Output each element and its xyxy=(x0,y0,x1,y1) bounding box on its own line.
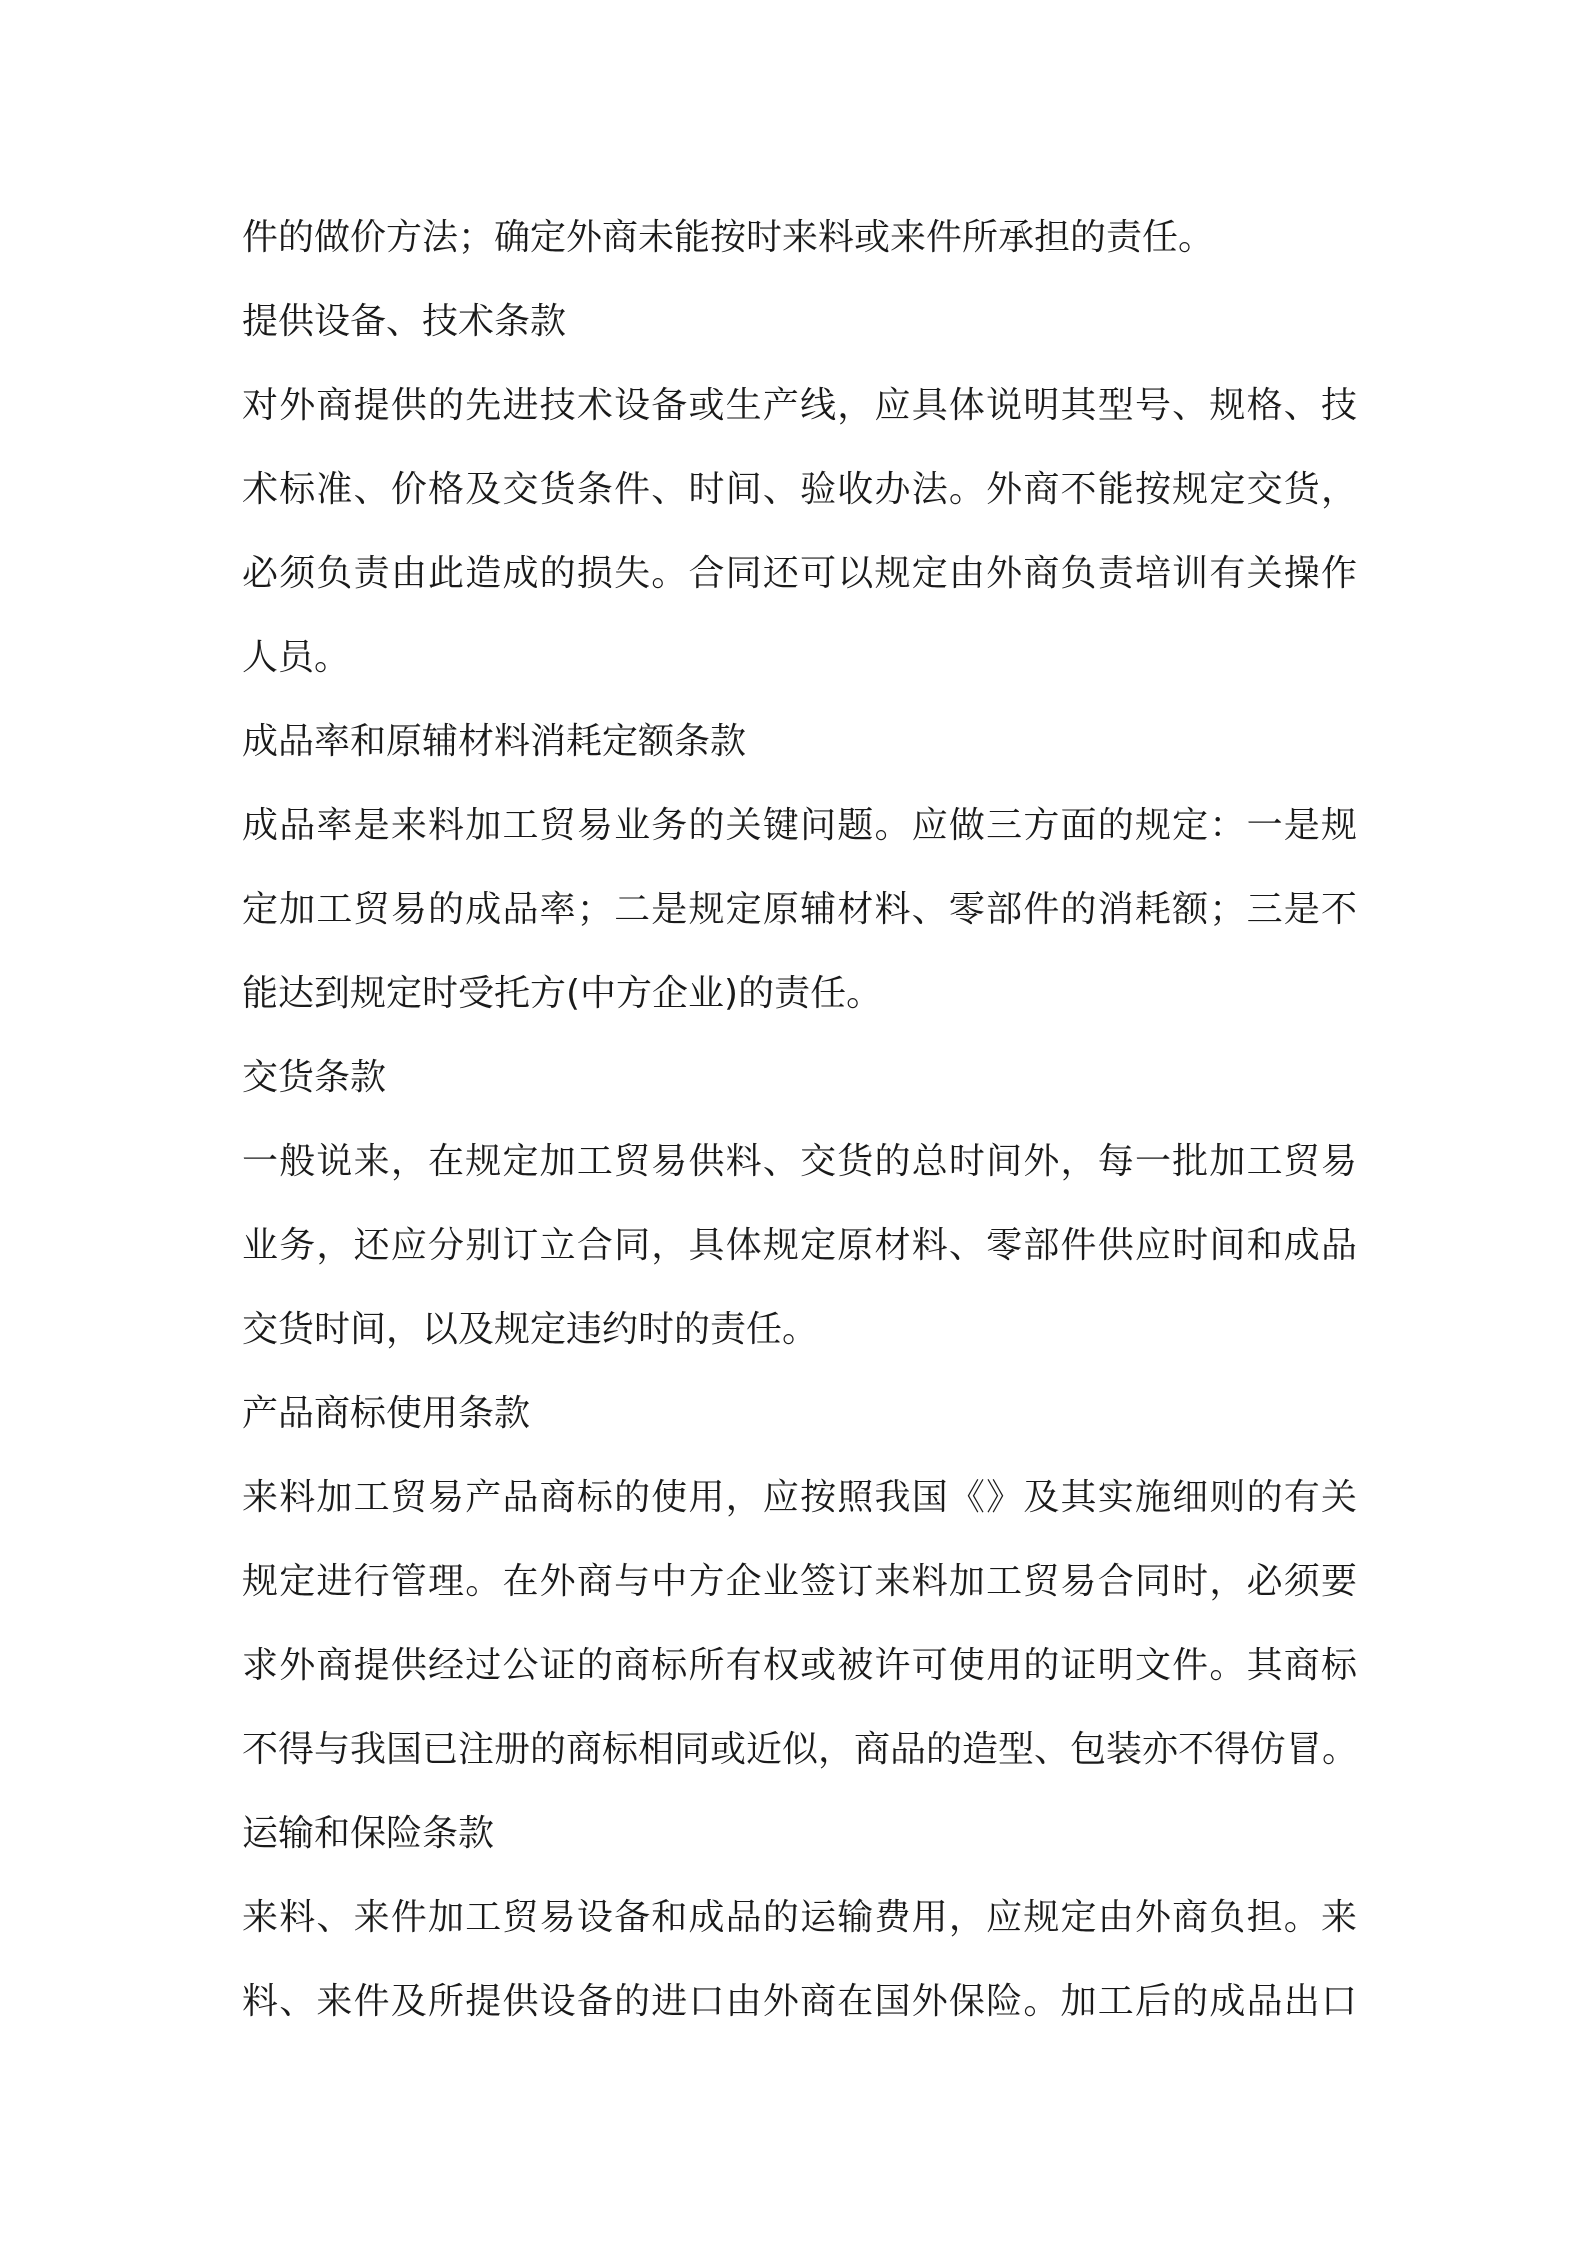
section-heading-trademark: 产品商标使用条款 xyxy=(242,1393,531,1434)
section-heading-equipment: 提供设备、技术条款 xyxy=(242,301,567,342)
text-line: 交货时间，以及规定违约时的责任。 xyxy=(242,1309,819,1350)
text-line: 料、来件及所提供设备的进口由外商在国外保险。加工后的成品出口 xyxy=(242,1981,1357,2022)
text-line: 定加工贸易的成品率；二是规定原辅材料、零部件的消耗额；三是不 xyxy=(242,889,1357,930)
text-line: 业务，还应分别订立合同，具体规定原材料、零部件供应时间和成品 xyxy=(242,1225,1357,1266)
text-line: 件的做价方法；确定外商未能按时来料或来件所承担的责任。 xyxy=(242,217,1215,258)
text-line: 规定进行管理。在外商与中方企业签订来料加工贸易合同时，必须要 xyxy=(242,1561,1357,1602)
text-line: 术标准、价格及交货条件、时间、验收办法。外商不能按规定交货， xyxy=(242,469,1357,510)
section-heading-delivery: 交货条款 xyxy=(242,1057,387,1098)
text-line: 必须负责由此造成的损失。合同还可以规定由外商负责培训有关操作 xyxy=(242,553,1357,594)
text-line: 来料、来件加工贸易设备和成品的运输费用，应规定由外商负担。来 xyxy=(242,1897,1357,1938)
text-line: 成品率是来料加工贸易业务的关键问题。应做三方面的规定：一是规 xyxy=(242,805,1357,846)
text-line: 来料加工贸易产品商标的使用，应按照我国《》及其实施细则的有关 xyxy=(242,1477,1357,1518)
text-line: 能达到规定时受托方(中方企业)的责任。 xyxy=(242,973,883,1014)
section-heading-yield: 成品率和原辅材料消耗定额条款 xyxy=(242,721,747,762)
text-line: 对外商提供的先进技术设备或生产线，应具体说明其型号、规格、技 xyxy=(242,385,1357,426)
document-page xyxy=(242,196,1357,2044)
text-line: 一般说来，在规定加工贸易供料、交货的总时间外，每一批加工贸易 xyxy=(242,1141,1357,1182)
text-line: 人员。 xyxy=(242,637,351,678)
section-heading-transport-insurance: 运输和保险条款 xyxy=(242,1813,495,1854)
text-line: 求外商提供经过公证的商标所有权或被许可使用的证明文件。其商标 xyxy=(242,1645,1357,1686)
text-line: 不得与我国已注册的商标相同或近似，商品的造型、包装亦不得仿冒。 xyxy=(242,1729,1359,1770)
